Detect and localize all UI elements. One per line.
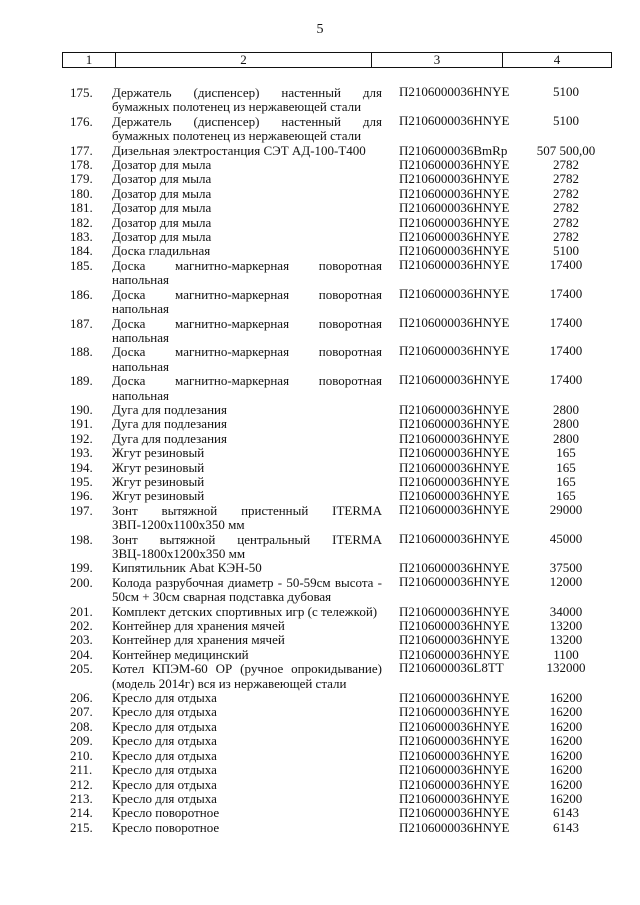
table-row	[0, 821, 640, 835]
item-price: 132000	[546, 660, 586, 676]
item-price: 17400	[549, 343, 583, 359]
item-name: Кресло для отдыха	[112, 790, 217, 806]
item-code: П2106000036HNYE	[399, 214, 510, 230]
item-code: П2106000036HNYE	[399, 733, 510, 749]
row-number: 177.	[70, 142, 93, 158]
item-price: 45000	[549, 530, 583, 546]
row-number: 210.	[70, 747, 93, 763]
table-row	[0, 285, 640, 317]
table-row	[0, 446, 640, 460]
row-number: 191.	[70, 416, 93, 432]
item-price: 37500	[549, 560, 583, 576]
item-code: П2106000036HNYE	[399, 501, 510, 517]
item-name: Доска магнитно-маркерная поворотная напольная	[112, 373, 382, 403]
item-price: 165	[556, 459, 576, 475]
item-price: 2782	[553, 157, 579, 173]
column-header-row	[62, 52, 612, 68]
item-code: П2106000036HNYE	[399, 157, 510, 173]
table-row	[0, 605, 640, 619]
item-name: Жгут резиновый	[112, 445, 205, 461]
item-name: Кресло для отдыха	[112, 762, 217, 778]
item-price: 5100	[553, 112, 579, 128]
item-name: Кресло для отдыха	[112, 690, 217, 706]
item-price: 2782	[553, 171, 579, 187]
item-code: П2106000036HNYE	[399, 473, 510, 489]
column-header-4: 4	[503, 53, 612, 68]
item-code: П2106000036L8TT	[399, 660, 504, 676]
item-price: 2782	[553, 200, 579, 216]
item-name: Доска магнитно-маркерная поворотная напольная	[112, 344, 382, 374]
row-number: 175.	[70, 85, 93, 100]
row-number: 195.	[70, 473, 93, 489]
table-row	[0, 705, 640, 719]
table-row	[0, 619, 640, 633]
item-price: 2800	[553, 416, 579, 432]
table-row	[0, 691, 640, 705]
row-number: 182.	[70, 214, 93, 230]
row-number: 201.	[70, 603, 93, 619]
item-code: П2106000036HNYE	[399, 343, 510, 359]
page-number: 5	[316, 22, 324, 37]
item-price: 1100	[553, 646, 579, 662]
table-row	[0, 403, 640, 417]
item-code: П2106000036HNYE	[399, 430, 510, 446]
item-price: 507 500,00	[536, 142, 596, 158]
row-number: 209.	[70, 733, 93, 749]
item-code: П2106000036HNYE	[399, 790, 510, 806]
row-number: 198.	[70, 531, 93, 547]
table-row	[0, 489, 640, 503]
row-number: 199.	[70, 560, 93, 576]
item-name: Доска магнитно-маркерная поворотная напольная	[112, 286, 382, 317]
table-row	[0, 187, 640, 201]
row-number: 215.	[70, 819, 93, 835]
item-price: 17400	[549, 314, 583, 330]
item-name: Доска магнитно-маркерная поворотная напольная	[112, 315, 382, 345]
column-header-2: 2	[116, 53, 372, 68]
row-number: 197.	[70, 502, 93, 518]
item-price: 2800	[553, 401, 579, 417]
item-name: Зонт вытяжной центральный ITERMA ЗВЦ-1800x1200x350 мм	[112, 531, 382, 561]
row-number: 180.	[70, 185, 93, 201]
table-row	[0, 201, 640, 215]
item-code: П2106000036HNYE	[399, 530, 510, 546]
item-price: 29000	[549, 501, 583, 517]
table-row	[0, 432, 640, 446]
table-row	[0, 475, 640, 489]
item-price: 165	[556, 445, 576, 461]
item-name: Контейнер медицинский	[112, 646, 249, 662]
table-row	[0, 778, 640, 792]
table-row	[0, 662, 640, 691]
item-code: П2106000036HNYE	[399, 560, 510, 576]
row-number: 196.	[70, 488, 93, 504]
row-number: 205.	[70, 661, 93, 677]
table-row	[0, 806, 640, 820]
item-name: Дозатор для мыла	[112, 200, 212, 216]
table-row	[0, 86, 640, 115]
item-name: Дозатор для мыла	[112, 171, 212, 187]
item-code: П2106000036BmRp	[399, 142, 508, 158]
item-code: П2106000036HNYE	[399, 185, 510, 201]
table-row	[0, 417, 640, 431]
row-number: 204.	[70, 646, 93, 662]
item-name: Дуга для подлезания	[112, 430, 227, 446]
row-number: 187.	[70, 315, 93, 331]
item-code: П2106000036HNYE	[399, 573, 510, 589]
item-price: 16200	[549, 704, 583, 720]
item-name: Доска гладильная	[112, 243, 211, 259]
item-name: Дуга для подлезания	[112, 401, 227, 417]
item-name: Кресло для отдыха	[112, 704, 217, 720]
item-name: Кипятильник Abat КЭН-50	[112, 560, 262, 576]
item-price: 16200	[549, 690, 583, 706]
item-name: Дозатор для мыла	[112, 229, 212, 245]
item-name: Жгут резиновый	[112, 459, 205, 475]
table-row	[0, 374, 640, 403]
table-row	[0, 112, 640, 144]
row-number: 200.	[70, 574, 93, 590]
item-price: 6143	[553, 819, 579, 835]
table-row	[0, 763, 640, 777]
table-row	[0, 530, 640, 562]
item-code: П2106000036HNYE	[399, 805, 510, 821]
row-number: 179.	[70, 171, 93, 187]
item-code: П2106000036HNYE	[399, 401, 510, 417]
table-row	[0, 216, 640, 230]
item-price: 16200	[549, 790, 583, 806]
item-code: П2106000036HNYE	[399, 747, 510, 763]
table-row	[0, 158, 640, 172]
item-code: П2106000036HNYE	[399, 243, 510, 259]
item-name: Дозатор для мыла	[112, 157, 212, 173]
item-price: 17400	[549, 285, 583, 301]
item-price: 13200	[549, 618, 583, 634]
item-price: 16200	[549, 718, 583, 734]
item-name: Контейнер для хранения мячей	[112, 632, 285, 648]
table-row	[0, 720, 640, 734]
table-row	[0, 230, 640, 244]
item-code: П2106000036HNYE	[399, 632, 510, 648]
row-number: 185.	[70, 257, 93, 273]
item-name: Доска магнитно-маркерная поворотная напольная	[112, 257, 382, 288]
item-code: П2106000036HNYE	[399, 776, 510, 792]
item-price: 16200	[549, 762, 583, 778]
item-price: 16200	[549, 747, 583, 763]
item-price: 17400	[549, 372, 583, 388]
row-number: 178.	[70, 157, 93, 173]
item-price: 5100	[553, 84, 579, 99]
row-number: 183.	[70, 229, 93, 245]
table-row	[0, 734, 640, 748]
item-name: Кресло поворотное	[112, 819, 220, 835]
row-number: 211.	[70, 762, 93, 778]
item-price: 17400	[549, 256, 583, 272]
table-row	[0, 792, 640, 806]
item-name: Кресло поворотное	[112, 805, 220, 821]
item-price: 6143	[553, 805, 579, 821]
item-code: П2106000036HNYE	[399, 690, 510, 706]
table-row	[0, 501, 640, 533]
item-name: Дуга для подлезания	[112, 416, 227, 432]
table-row	[0, 244, 640, 258]
item-price: 2800	[553, 430, 579, 446]
row-number: 176.	[70, 113, 93, 129]
item-price: 2782	[553, 185, 579, 201]
row-number: 212.	[70, 776, 93, 792]
item-name: Дозатор для мыла	[112, 185, 212, 201]
item-code: П2106000036HNYE	[399, 603, 510, 619]
row-number: 202.	[70, 618, 93, 634]
row-number: 213.	[70, 790, 93, 806]
item-name: Кресло для отдыха	[112, 718, 217, 734]
table-row	[0, 633, 640, 647]
row-number: 207.	[70, 704, 93, 720]
item-code: П2106000036HNYE	[399, 718, 510, 734]
row-number: 188.	[70, 344, 93, 360]
row-number: 190.	[70, 401, 93, 417]
item-name: Котел КПЭМ-60 ОР (ручное опрокидывание) (модель 2014г) вся из нержавеющей стали	[112, 661, 382, 691]
table-row	[0, 561, 640, 575]
item-code: П2106000036HNYE	[399, 229, 510, 245]
item-code: П2106000036HNYE	[399, 200, 510, 216]
item-price: 2782	[553, 214, 579, 230]
row-number: 193.	[70, 445, 93, 461]
item-price: 13200	[549, 632, 583, 648]
table-row	[0, 314, 640, 346]
item-code: П2106000036HNYE	[399, 704, 510, 720]
items-list	[0, 86, 640, 835]
item-name: Кресло для отдыха	[112, 776, 217, 792]
column-header-1: 1	[63, 53, 116, 68]
item-name: Колода разрубочная диаметр - 50-59см высота - 50см + 30см сварная подставка дубовая	[112, 574, 382, 605]
row-number: 189.	[70, 373, 93, 389]
table-row	[0, 256, 640, 288]
row-number: 206.	[70, 690, 93, 706]
item-price: 165	[556, 473, 576, 489]
item-code: П2106000036HNYE	[399, 372, 510, 388]
item-code: П2106000036HNYE	[399, 84, 510, 99]
item-price: 34000	[549, 603, 583, 619]
item-price: 16200	[549, 776, 583, 792]
item-price: 5100	[553, 243, 579, 259]
item-name: Комплект детских спортивных игр (с тележкой)	[112, 603, 378, 619]
row-number: 203.	[70, 632, 93, 648]
item-code: П2106000036HNYE	[399, 171, 510, 187]
item-name: Жгут резиновый	[112, 488, 205, 504]
table-row	[0, 345, 640, 374]
item-code: П2106000036HNYE	[399, 445, 510, 461]
table-row	[0, 749, 640, 763]
column-header-3: 3	[372, 53, 503, 68]
item-code: П2106000036HNYE	[399, 285, 510, 301]
table-row	[0, 172, 640, 186]
item-code: П2106000036HNYE	[399, 314, 510, 330]
item-name: Держатель (диспенсер) настенный для бумажных полотенец из нержавеющей стали	[112, 113, 382, 144]
table-row	[0, 144, 640, 158]
item-name: Зонт вытяжной пристенный ITERMA ЗВП-1200x1100x350 мм	[112, 502, 382, 533]
item-code: П2106000036HNYE	[399, 459, 510, 475]
table-row	[0, 461, 640, 475]
item-price: 2782	[553, 229, 579, 245]
item-name: Держатель (диспенсер) настенный для бумажных полотенец из нержавеющей стали	[112, 85, 382, 115]
item-name: Кресло для отдыха	[112, 747, 217, 763]
row-number: 186.	[70, 286, 93, 302]
item-price: 165	[556, 488, 576, 504]
row-number: 184.	[70, 243, 93, 259]
row-number: 192.	[70, 430, 93, 446]
item-code: П2106000036HNYE	[399, 112, 510, 128]
item-price: 12000	[549, 573, 583, 589]
row-number: 214.	[70, 805, 93, 821]
item-code: П2106000036HNYE	[399, 256, 510, 272]
row-number: 194.	[70, 459, 93, 475]
item-name: Дизельная электростанция СЭТ АД-100-Т400	[112, 142, 366, 158]
item-name: Кресло для отдыха	[112, 733, 217, 749]
row-number: 208.	[70, 718, 93, 734]
item-code: П2106000036HNYE	[399, 618, 510, 634]
row-number: 181.	[70, 200, 93, 216]
item-code: П2106000036HNYE	[399, 488, 510, 504]
item-name: Контейнер для хранения мячей	[112, 618, 285, 634]
item-code: П2106000036HNYE	[399, 646, 510, 662]
table-row	[0, 573, 640, 605]
item-code: П2106000036HNYE	[399, 416, 510, 432]
table-row	[0, 648, 640, 662]
item-name: Дозатор для мыла	[112, 214, 212, 230]
item-price: 16200	[549, 733, 583, 749]
item-name: Жгут резиновый	[112, 473, 205, 489]
item-code: П2106000036HNYE	[399, 762, 510, 778]
item-code: П2106000036HNYE	[399, 819, 510, 835]
